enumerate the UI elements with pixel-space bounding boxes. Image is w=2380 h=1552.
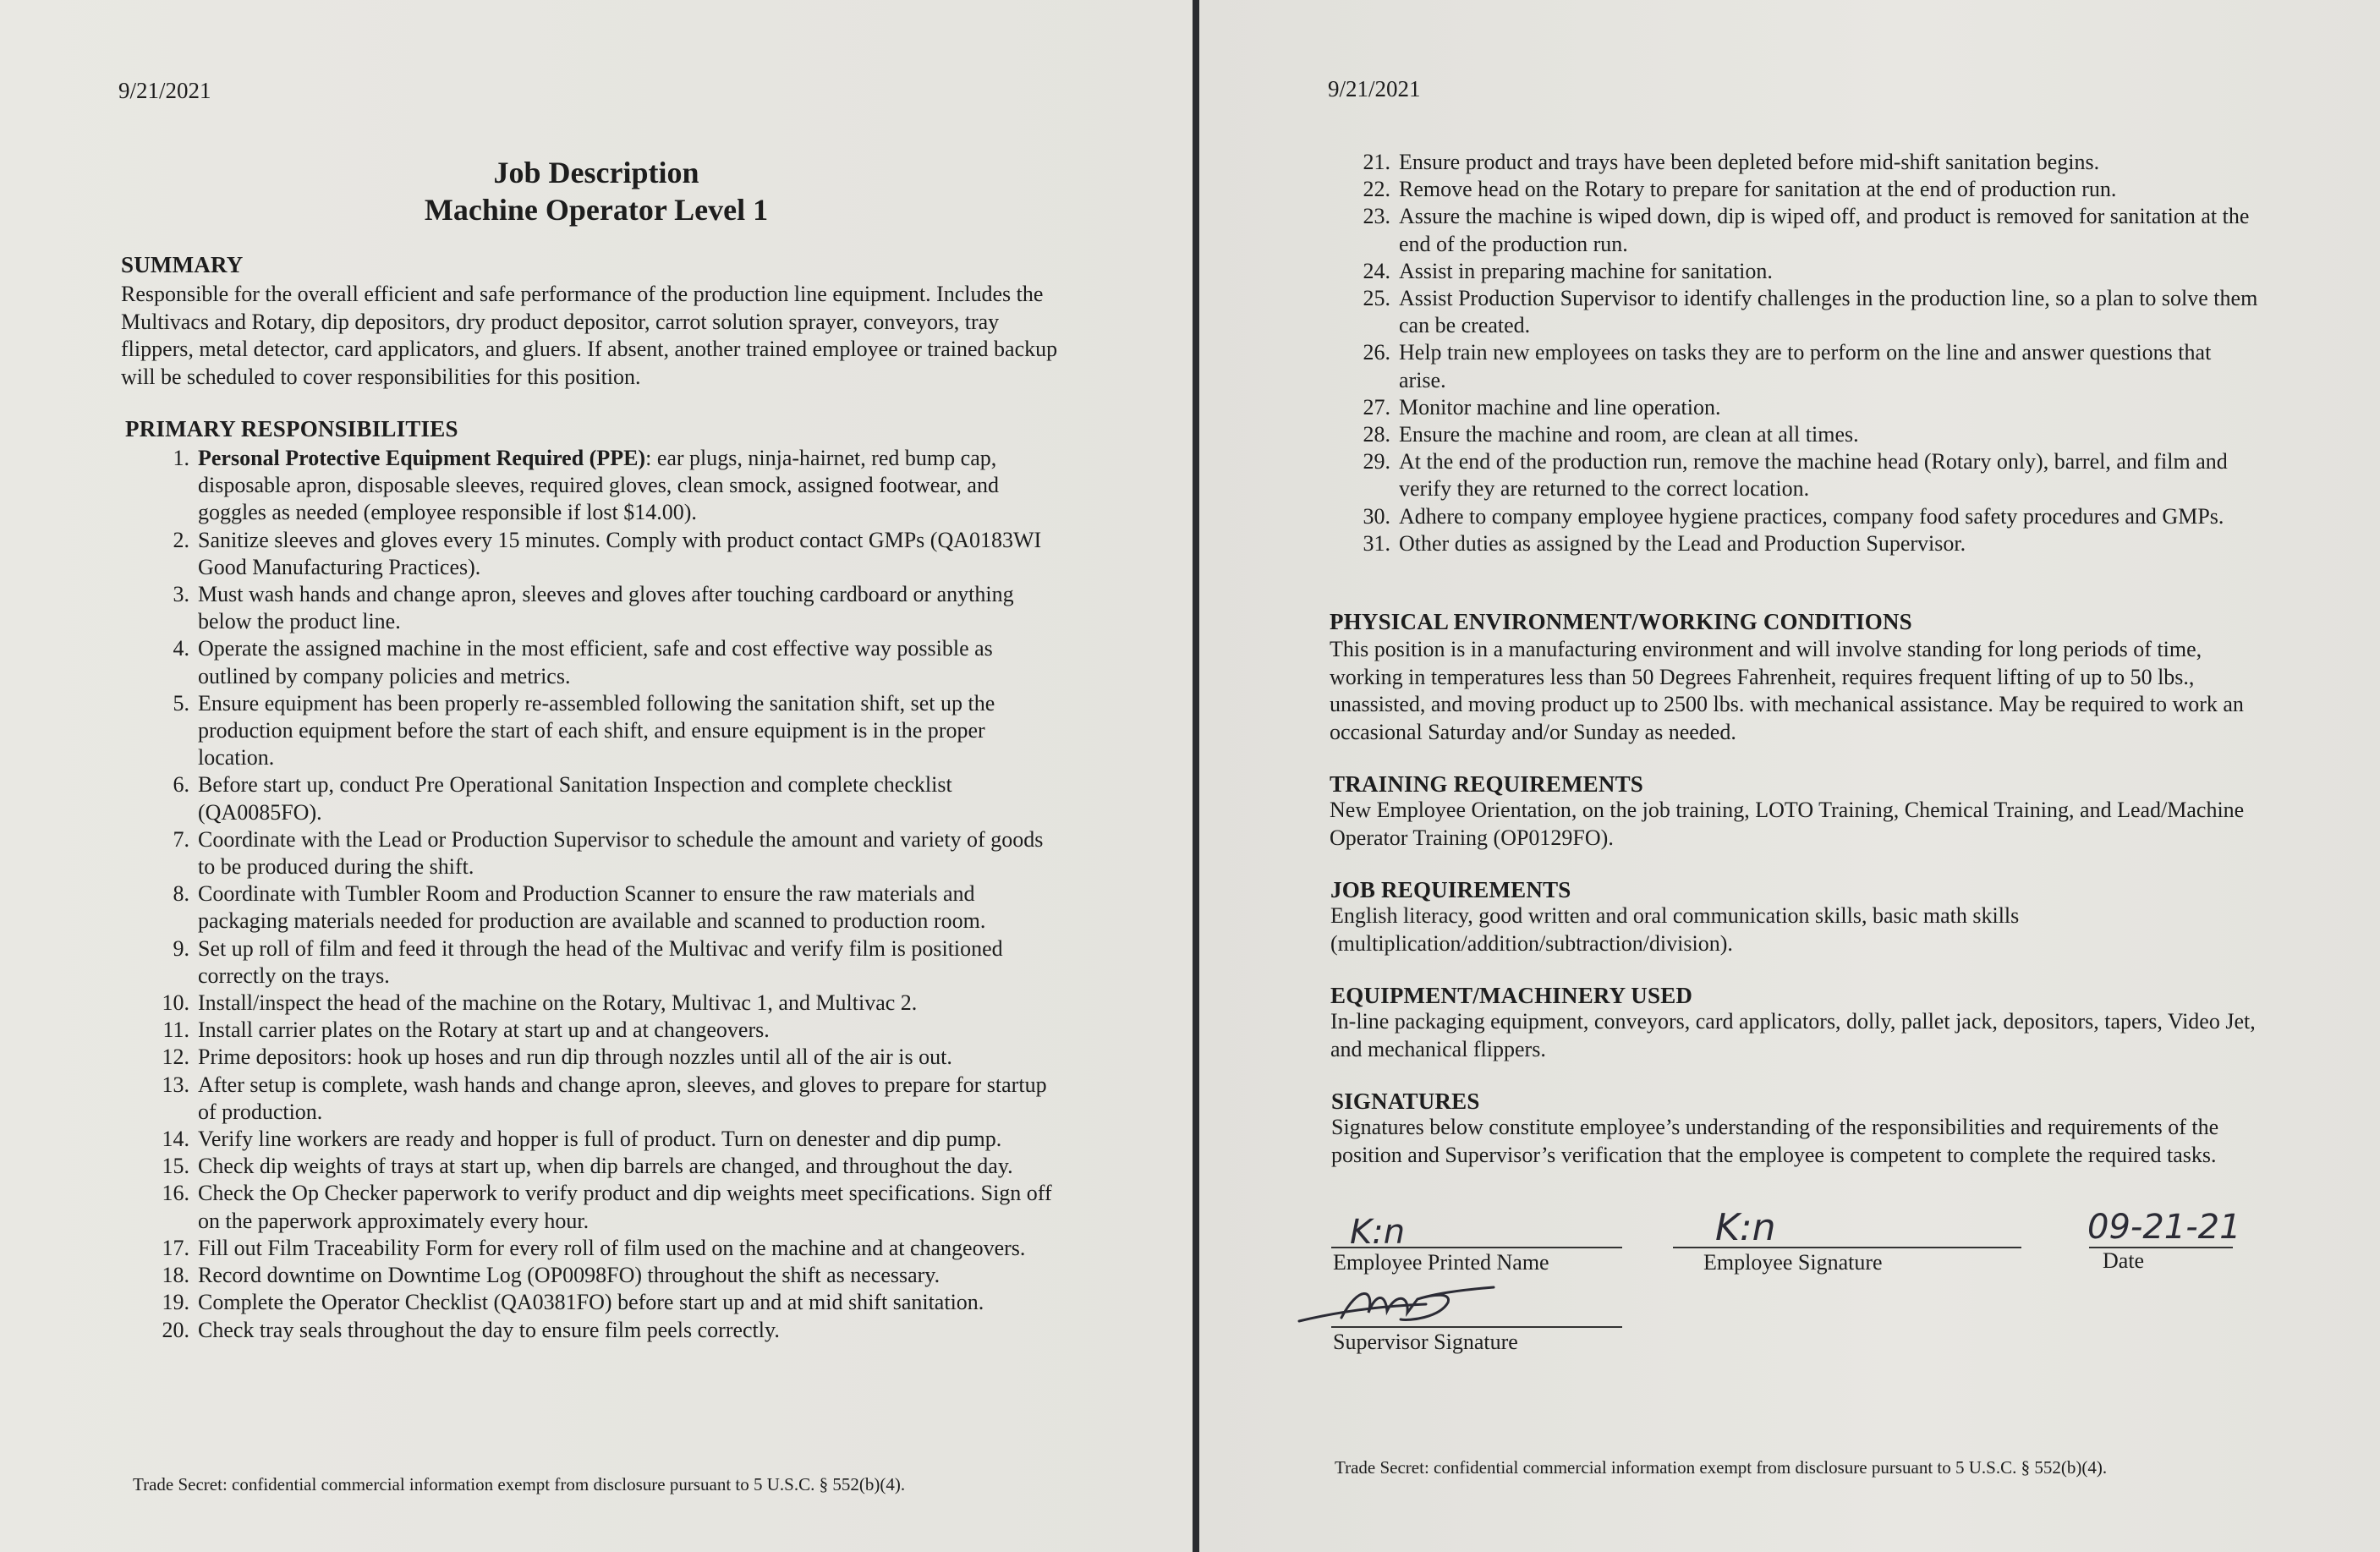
- equipment-text: In-line packaging equipment, conveyors, card applicators, dolly, pallet jack, depositors, tapers, Video Jet, and mechanical flippers.: [1330, 1009, 2256, 1061]
- list-item: [149, 1317, 1062, 1344]
- list-item-text: Check the Op Checker paperwork to verify product and dip weights meet specifications. Sign off on the paperwork approximately every hour.: [198, 1181, 1052, 1233]
- title-line-2: Machine Operator Level 1: [424, 193, 769, 227]
- left-date: 9/21/2021: [118, 78, 211, 103]
- physical-environment-text: This position is in a manufacturing environment and will involve standing for long periods of time, working in temperatures less than 50 Degrees Fahrenheit, requires frequent lifting of up to 50 lbs., unassisted, and moving product up to 2500 lbs. with mechanical assistance. May be required to work an occasional Saturday and/or Sunday as needed.: [1330, 637, 2244, 744]
- list-item-number: 14.: [162, 1127, 189, 1152]
- list-item: [149, 1126, 1062, 1153]
- training-text: New Employee Orientation, on the job training, LOTO Training, Chemical Training, and Lead/Machine Operator Training (OP0129FO).: [1330, 798, 2245, 850]
- printed-name-label: Employee Printed Name: [1333, 1250, 1549, 1275]
- list-item: [1350, 530, 2263, 557]
- supervisor-signature-label: Supervisor Signature: [1333, 1330, 1518, 1354]
- list-item-number: 22.: [1363, 177, 1390, 202]
- list-item-number: 24.: [1363, 258, 1390, 283]
- list-item-number: 17.: [162, 1235, 189, 1260]
- list-item: [1350, 421, 2263, 448]
- list-item-number: 23.: [1363, 204, 1390, 229]
- handwritten-date: 09-21-21: [2087, 1208, 2241, 1247]
- list-item-number: 31.: [1363, 530, 1390, 556]
- list-item: [1350, 503, 2263, 530]
- list-item-text: Ensure the machine and room, are clean at all times.: [1399, 422, 1859, 447]
- list-item: [1350, 448, 2263, 502]
- list-item-number: 4.: [173, 636, 189, 661]
- list-item-number: 30.: [1363, 503, 1390, 529]
- list-item-text: After setup is complete, wash hands and change apron, sleeves, and gloves to prepare for startup of production.: [198, 1072, 1047, 1124]
- list-item-text: Assist Production Supervisor to identify challenges in the production line, so a plan to solve them can be created.: [1399, 286, 2258, 338]
- list-item-text: Complete the Operator Checklist (QA0381FO) before start up and at mid shift sanitation.: [198, 1290, 984, 1315]
- list-item: [149, 445, 1062, 527]
- list-item: [149, 826, 1062, 880]
- page-title: [0, 154, 1193, 228]
- list-item: [1350, 258, 2263, 285]
- list-item-number: 21.: [1363, 150, 1390, 174]
- list-item: [1350, 285, 2263, 339]
- list-item-number: 27.: [1363, 394, 1390, 420]
- supervisor-signature-line: [1331, 1326, 1622, 1328]
- list-item-number: 6.: [173, 772, 189, 798]
- list-item-text: At the end of the production run, remove the machine head (Rotary only), barrel, and film and verify they are returned to the correct location.: [1399, 449, 2228, 502]
- list-item-number: 5.: [173, 690, 189, 716]
- list-item-text: Other duties as assigned by the Lead and Production Supervisor.: [1399, 530, 1966, 556]
- list-item-text: Check dip weights of trays at start up, when dip barrels are changed, and throughout the day.: [198, 1154, 1013, 1179]
- list-item: [149, 990, 1062, 1017]
- list-item: [149, 1153, 1062, 1180]
- training-heading: TRAINING REQUIREMENTS: [1330, 771, 1644, 797]
- job-requirements-text: English literacy, good written and oral communication skills, basic math skills (multiplication/addition/subtraction/division).: [1330, 903, 2020, 956]
- list-item-number: 2.: [173, 527, 189, 552]
- list-item-text: Set up roll of film and feed it through the head of the Multivac and verify film is positioned correctly on the trays.: [198, 935, 1003, 988]
- list-item-text: Coordinate with Tumbler Room and Production Scanner to ensure the raw materials and packaging materials needed for production are available and scanned to production room.: [198, 881, 986, 934]
- physical-environment-heading: PHYSICAL ENVIRONMENT/WORKING CONDITIONS: [1330, 609, 1912, 634]
- list-item: [1350, 203, 2263, 257]
- list-item-text: Prime depositors: hook up hoses and run dip through nozzles until all of the air is out.: [198, 1045, 952, 1070]
- list-item-text: Coordinate with the Lead or Production Supervisor to schedule the amount and variety of goods to be produced during the shift.: [198, 826, 1044, 880]
- list-item-text: Record downtime on Downtime Log (OP0098FO) throughout the shift as necessary.: [198, 1263, 940, 1288]
- list-item-text: Sanitize sleeves and gloves every 15 minutes. Comply with product contact GMPs (QA0183WI Good Manufacturing Practices).: [198, 527, 1042, 579]
- list-item-text: Before start up, conduct Pre Operational Sanitation Inspection and complete checklist (QA0085FO).: [198, 772, 952, 825]
- list-item-number: 10.: [162, 990, 189, 1016]
- list-item-number: 3.: [173, 582, 189, 607]
- right-date: 9/21/2021: [1328, 76, 1421, 101]
- list-item-number: 25.: [1363, 286, 1390, 311]
- list-item: [149, 690, 1062, 772]
- list-item: [149, 581, 1062, 635]
- list-item-text: Help train new employees on tasks they are to perform on the line and answer questions that arise.: [1399, 340, 2212, 392]
- summary-text: Responsible for the overall efficient and safe performance of the production line equipment. Includes the Multivacs and Rotary, dip depositors, dry product depositor, carrot solution sprayer, conveyors, tray flippers, metal detector, card applicators, and gluers. If absent, another trained employee or trained backup will be scheduled to cover responsibilities for this position.: [121, 282, 1058, 389]
- responsibilities-list: [149, 445, 1062, 1344]
- list-item: [1350, 176, 2263, 203]
- list-item-number: 19.: [162, 1290, 189, 1315]
- list-item: [1350, 394, 2263, 421]
- right-footer: Trade Secret: confidential commercial information exempt from disclosure pursuant to 5 U.S.C. § 552(b)(4).: [1335, 1457, 2108, 1478]
- employee-signature-label: Employee Signature: [1703, 1250, 1883, 1275]
- list-item: [149, 771, 1062, 825]
- summary-heading: SUMMARY: [121, 252, 244, 277]
- left-footer: Trade Secret: confidential commercial information exempt from disclosure pursuant to 5 U.S.C. § 552(b)(4).: [133, 1474, 906, 1494]
- list-item-text: Install carrier plates on the Rotary at start up and at changeovers.: [198, 1017, 770, 1043]
- list-item-number: 12.: [162, 1045, 189, 1070]
- list-item-text: Adhere to company employee hygiene practices, company food safety procedures and GMPs.: [1399, 503, 2224, 529]
- list-item: [149, 1262, 1062, 1289]
- primary-responsibilities-heading: PRIMARY RESPONSIBILITIES: [125, 416, 458, 441]
- list-item-number: 28.: [1363, 422, 1390, 447]
- list-item: [1350, 339, 2263, 393]
- list-item: [149, 1017, 1062, 1044]
- date-label: Date: [2103, 1248, 2145, 1273]
- list-item: [149, 1180, 1062, 1234]
- list-item-number: 13.: [162, 1072, 189, 1097]
- list-item-text: Assure the machine is wiped down, dip is wiped off, and product is removed for sanitation at the end of the production run.: [1399, 204, 2250, 256]
- signatures-text: Signatures below constitute employee’s understanding of the responsibilities and requirements of the position and Supervisor’s verification that the employee is competent to complete the required tasks.: [1331, 1115, 2219, 1167]
- employee-signature-line: [1673, 1247, 2021, 1248]
- handwritten-printed-name: K:n: [1350, 1213, 1406, 1252]
- list-item: [149, 880, 1062, 935]
- list-item: [149, 527, 1062, 581]
- list-item-number: 9.: [173, 935, 189, 961]
- list-item-text: Install/inspect the head of the machine on the Rotary, Multivac 1, and Multivac 2.: [198, 990, 918, 1016]
- list-item-text: Assist in preparing machine for sanitation.: [1399, 258, 1773, 283]
- list-item-text: Ensure product and trays have been depleted before mid-shift sanitation begins.: [1399, 150, 2100, 174]
- list-item-text: Ensure equipment has been properly re-assembled following the sanitation shift, set up the production equipment before the start of each shift, and ensure equipment is in the proper location.: [198, 690, 995, 771]
- handwritten-employee-signature: K:n: [1715, 1206, 1776, 1249]
- list-item-number: 16.: [162, 1181, 189, 1206]
- list-item: [149, 1044, 1062, 1071]
- list-item-text: Check tray seals throughout the day to ensure film peels correctly.: [198, 1317, 780, 1342]
- list-item: [149, 1289, 1062, 1316]
- job-requirements-heading: JOB REQUIREMENTS: [1330, 877, 1571, 902]
- list-item: [149, 1235, 1062, 1262]
- list-item-number: 1.: [173, 446, 189, 470]
- list-item-text: Verify line workers are ready and hopper is full of product. Turn on denester and dip pump.: [198, 1127, 1002, 1152]
- equipment-heading: EQUIPMENT/MACHINERY USED: [1330, 983, 1693, 1008]
- list-item: [1350, 149, 2263, 176]
- list-item: [149, 935, 1062, 990]
- list-item-number: 26.: [1363, 340, 1390, 365]
- list-item-text: Fill out Film Traceability Form for every roll of film used on the machine and at changeovers.: [198, 1235, 1026, 1260]
- list-item: [149, 635, 1062, 689]
- list-item-text: Must wash hands and change apron, sleeves and gloves after touching cardboard or anything below the product line.: [198, 582, 1014, 634]
- list-item-number: 8.: [173, 881, 189, 907]
- list-item-number: 29.: [1363, 449, 1390, 474]
- list-item-number: 20.: [162, 1317, 189, 1342]
- list-item-number: 11.: [162, 1017, 189, 1043]
- list-item-bold-text: Personal Protective Equipment Required (PPE): [198, 446, 646, 470]
- list-item-number: 18.: [162, 1263, 189, 1288]
- list-item: [149, 1072, 1062, 1126]
- list-item-number: 7.: [173, 826, 189, 852]
- printed-name-line: [1331, 1247, 1622, 1248]
- list-item-number: 15.: [162, 1154, 189, 1179]
- signatures-heading: SIGNATURES: [1331, 1089, 1480, 1114]
- right-page: [1199, 0, 2380, 1552]
- list-item-text: Monitor machine and line operation.: [1399, 394, 1721, 420]
- list-item-text: : ear plugs, ninja-hairnet, red bump cap, disposable apron, disposable sleeves, required gloves, clean smock, assigned footwear, and goggles as needed (employee responsible if lost $14.00).: [198, 446, 999, 525]
- list-item-text: Remove head on the Rotary to prepare for sanitation at the end of production run.: [1399, 177, 2117, 202]
- title-line-1: Job Description: [493, 156, 699, 189]
- list-item-text: Operate the assigned machine in the most efficient, safe and cost effective way possible as outlined by company policies and metrics.: [198, 636, 993, 688]
- responsibilities-list-continued: [1350, 149, 2263, 557]
